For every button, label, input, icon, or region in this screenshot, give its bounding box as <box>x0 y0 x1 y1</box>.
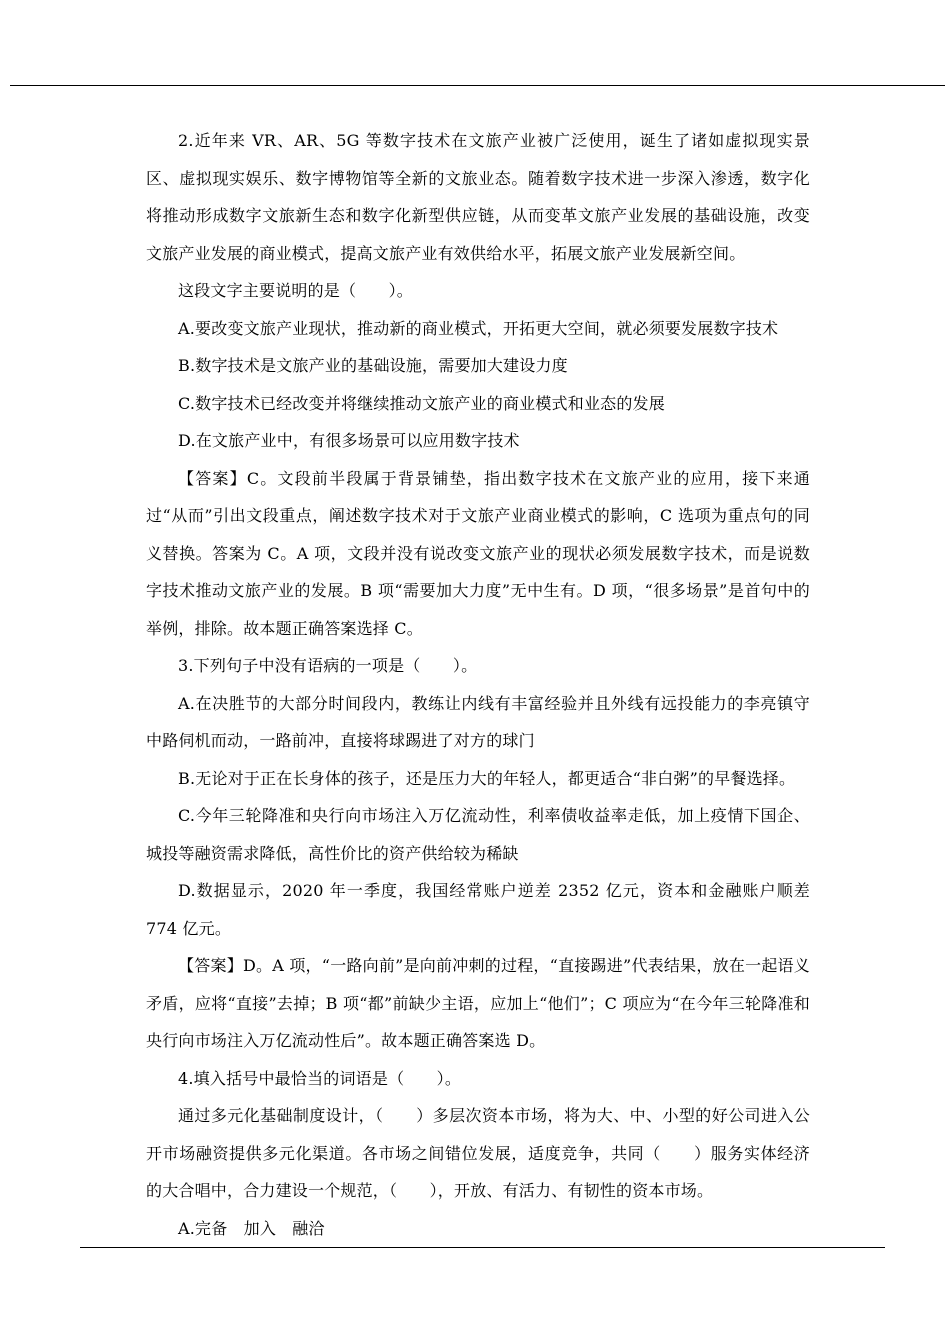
question-3-option-c: C.今年三轮降准和央行向市场注入万亿流动性，利率债收益率走低，加上疫情下国企、城投等融资需求降低，高性价比的资产供给较为稀缺 <box>146 806 810 863</box>
question-2-stem: 2.近年来 VR、AR、5G 等数字技术在文旅产业被广泛使用，诞生了诸如虚拟现实景区、虚拟现实娱乐、数字博物馆等全新的文旅业态。随着数字技术进一步深入渗透，数字化将推动形成数字文旅新生态和数字化新型供应链，从而变革文旅产业发展的基础设施，改变文旅产业发展的商业模式，提高文旅产业有效供给水平，拓展文旅产业发展新空间。 <box>146 131 810 263</box>
question-3-option-a: A.在决胜节的大部分时间段内，教练让内线有丰富经验并且外线有远投能力的李亮镇守中路伺机而动，一路前冲，直接将球踢进了对方的球门 <box>146 693 810 750</box>
question-2-option-d: D.在文旅产业中，有很多场景可以应用数字技术 <box>178 431 520 450</box>
question-4-option-a: A.完备 加入 融洽 <box>178 1218 325 1238</box>
question-2-answer: 【答案】C。文段前半段属于背景铺垫，指出数字技术在文旅产业的应用，接下来通过“从而”引出文段重点，阐述数字技术对于文旅产业商业模式的影响，C 选项为重点句的同义替换。答案为 C。A 项，文段并没有说改变文旅产业的现状必须发展数字技术，而是说数字技术推动文旅产业的发展。B 项“需要加大力度”无中生有。D 项，“很多场景”是首句中的举例，排除。故本题正确答案选择 C。 <box>146 468 810 638</box>
question-3-answer: 【答案】D。A 项，“一路向前”是向前冲刺的过程，“直接踢进”代表结果，放在一起语义矛盾，应将“直接”去掉；B 项“都”前缺少主语，应加上“他们”；C 项应为“在今年三轮降准和央行向市场注入万亿流动性后”。故本题正确答案选 D。 <box>146 956 810 1050</box>
question-4-passage: 通过多元化基础制度设计，（ ）多层次资本市场，将为大、中、小型的好公司进入公开市场融资提供多元化渠道。各市场之间错位发展，适度竞争，共同（ ）服务实体经济的大合唱中，合力建设一个规范，（ ），开放、有活力、有韧性的资本市场。 <box>146 1106 810 1200</box>
question-3-stem: 3.下列句子中没有语病的一项是（ ）。 <box>178 656 478 675</box>
question-4-stem: 4.填入括号中最恰当的词语是（ ）。 <box>178 1068 462 1088</box>
footer-rule <box>80 1247 885 1248</box>
question-2-option-c: C.数字技术已经改变并将继续推动文旅产业的商业模式和业态的发展 <box>178 393 665 413</box>
question-2-option-b: B.数字技术是文旅产业的基础设施，需要加大建设力度 <box>178 356 568 375</box>
document-body <box>146 122 810 1247</box>
question-3-option-b: B.无论对于正在长身体的孩子，还是压力大的年轻人，都更适合“非白粥”的早餐选择。 <box>178 768 796 788</box>
question-2-prompt: 这段文字主要说明的是（ ）。 <box>178 281 414 300</box>
header-rule <box>10 85 945 86</box>
question-2-option-a: A.要改变文旅产业现状，推动新的商业模式，开拓更大空间，就必须要发展数字技术 <box>178 318 779 338</box>
question-3-option-d: D.数据显示，2020 年一季度，我国经常账户逆差 2352 亿元，资本和金融账户顺差 774 亿元。 <box>146 881 810 938</box>
